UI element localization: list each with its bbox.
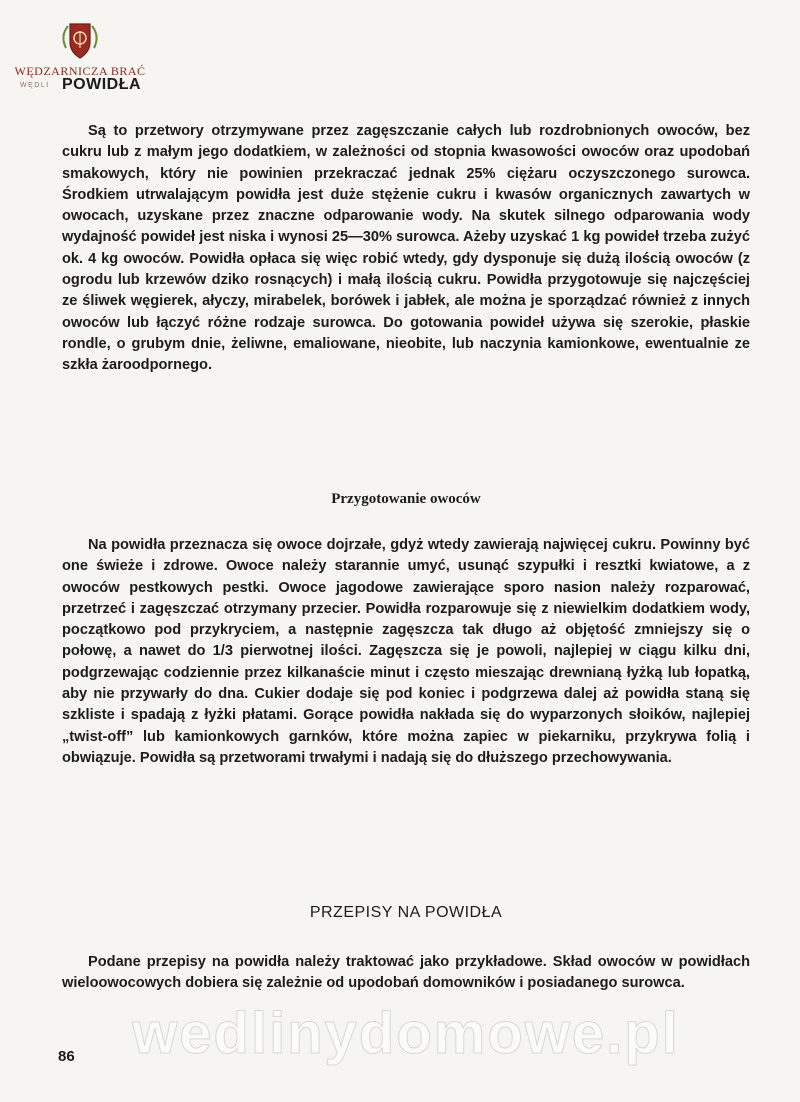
logo-name: WĘDZARNICZA BRAĆ [14,64,146,78]
section-heading-preparation: Przygotowanie owoców [331,491,481,507]
page-title: POWIDŁA [62,76,142,93]
logo-subtitle: WĘDLI [20,82,50,89]
preparation-paragraph: Na powidła przeznacza się owoce dojrzałe, gdyż wtedy zawierają najwięcej cukru. Powinny być one świeże i zdrowe. Owoce należy starannie umyć, usunąć szypułki i resztki kwiatowe, a z owoców pestkowych pestki. Owoce jagodowe zawierające sporo nasion należy rozparować, przetrzeć i zagęszczać otrzymany przecier. Powidła rozparowuje się z niewielkim dodatkiem wody, początkowo pod przykryciem, a następnie zagęszcza tak długo aż objętość zmniejszy się o połowę, a nawet do 1/3 pierwotnej ilości. Zagęszcza się je powoli, najlepiej w ciągu kilku dni, podgrzewając codziennie przez kilkanaście minut i często mieszając drewnianą łyżką lub łopatką, aby nie przywarły do dna. Cukier dodaje się pod koniec i podgrzewa dalej aż powidła staną się szkliste i spadają z łyżki płatami. Gorące powidła nakłada się do wyparzonych słoików, najlepiej „twist-off” lub kamionkowych garnków, które można zapiec w piekarniku, przykrywa folią i obwiązuje. Powidła są przetworami trwałymi i nadają się do dłuższego przechowywania. [62,537,750,766]
section-heading-recipes: PRZEPISY NA POWIDŁA [309,904,503,921]
publisher-logo [14,18,146,79]
crest-icon [58,18,102,62]
recipes-paragraph: Podane przepisy na powidła należy traktować jako przykładowe. Skład owoców w powidłach wieloowocowych dobiera się zależnie od upodobań domowników i posiadanego surowca. [62,954,750,992]
watermark: wedlinydomowe.pl [132,1001,680,1066]
intro-paragraph: Są to przetwory otrzymywane przez zagęszczanie całych lub rozdrobnionych owoców, bez cukru lub z małym jego dodatkiem, w zależności od stopnia kwasowości owoców oraz upodobań smakowych, który nie powinien przekraczać jednak 25% ciężaru oczyszczonego surowca. Środkiem utrwalającym powidła jest duże stężenie cukru i kwasów organicznych zawartych w owocach, uzyskane przez znaczne odparowanie wody. Na skutek silnego odparowania wody wydajność powideł jest niska i wynosi 25—30% surowca. Ażeby uzyskać 1 kg powideł trzeba zużyć ok. 4 kg owoców. Powidła opłaca się więc robić wtedy, gdy dysponuje się dużą ilością owoców (z ogrodu lub krzewów dziko rosnących) i małą ilością cukru. Powidła przygotowuje się najczęściej ze śliwek węgierek, ałyczy, mirabelek, borówek i jabłek, ale można je sporządzać również z innych owoców lub łączyć różne rodzaje surowca. Do gotowania powideł używa się szerokie, płaskie rondle, o grubym dnie, żeliwne, emaliowane, nieobite, lub naczynia kamionkowe, ewentualnie ze szkła żaroodpornego. [62,123,750,374]
page-number: 86 [58,1048,75,1065]
